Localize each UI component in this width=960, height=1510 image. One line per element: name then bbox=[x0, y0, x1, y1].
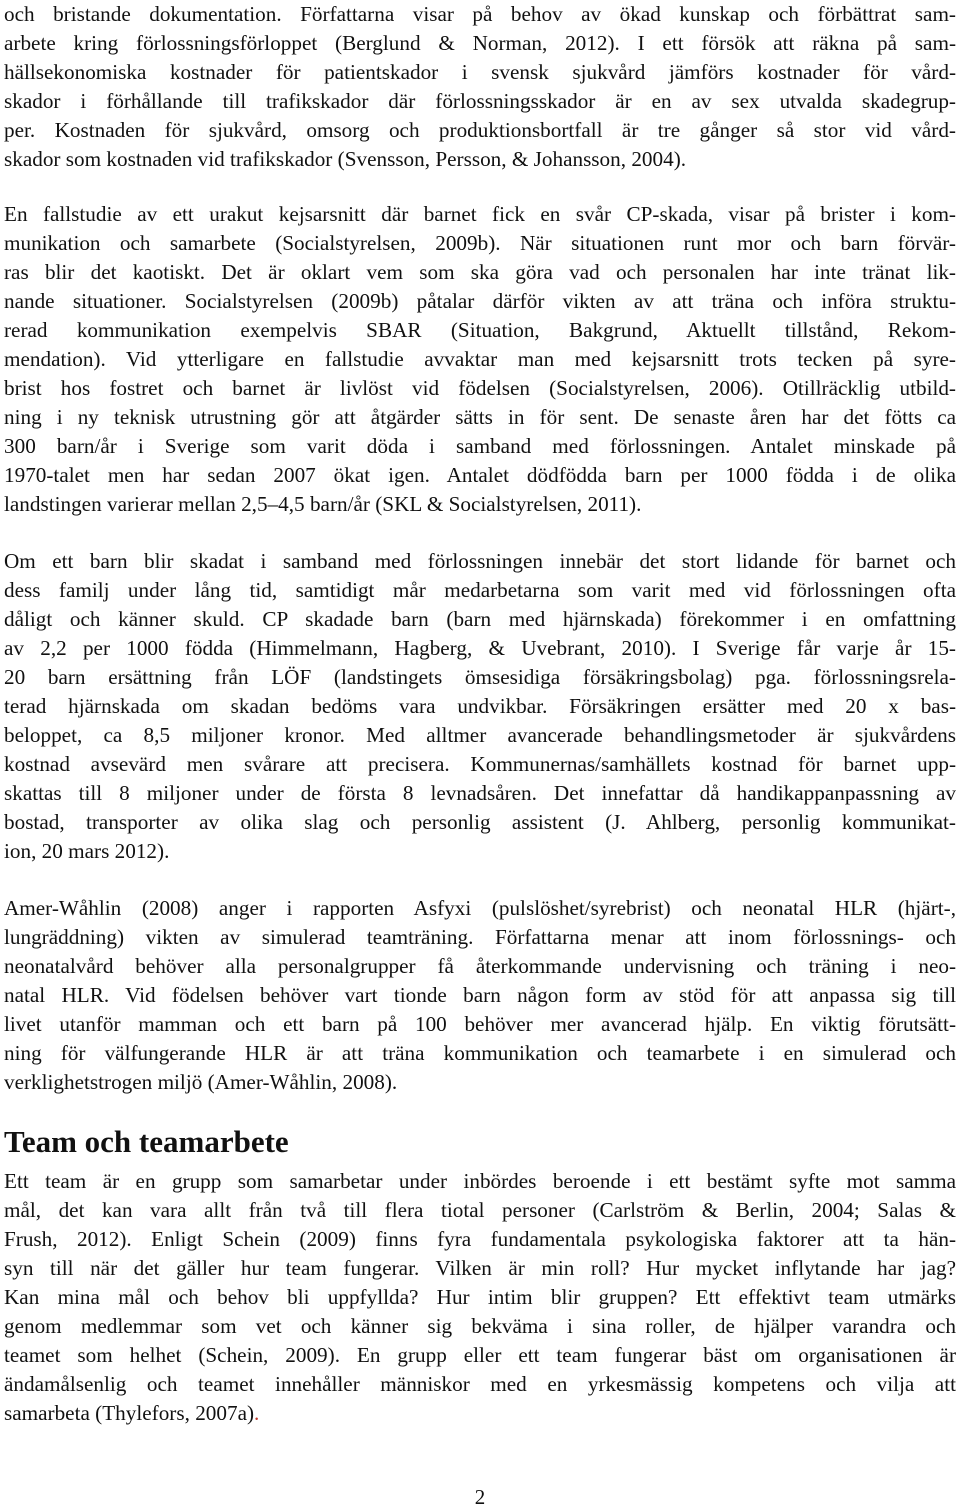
text-line: ning för välfungerande HLR är att träna kommunikation och teamarbete i en simulerad och bbox=[4, 1041, 956, 1065]
text-line: skador i förhållande till trafikskador där förlossningsskador är en av sex utvalda skadegrup- bbox=[4, 89, 956, 113]
text-line: arbete kring förlossningsförloppet (Berglund & Norman, 2012). I ett försök att räkna på sam- bbox=[4, 31, 956, 55]
text-line: av 2,2 per 1000 födda (Himmelmann, Hagberg, & Uvebrant, 2010). I Sverige får varje år 15- bbox=[4, 636, 956, 660]
text-line: bostad, transporter av olika slag och personlig assistent (J. Ahlberg, personlig kommunikat- bbox=[4, 810, 956, 834]
text-line: och bristande dokumentation. Författarna visar på behov av ökad kunskap och förbättrat sam- bbox=[4, 2, 956, 26]
text-line: Frush, 2012). Enligt Schein (2009) finns fyra fundamentala psykologiska faktorer att ta hän- bbox=[4, 1227, 956, 1251]
text-line: ras blir det kaotiskt. Det är oklart vem som ska göra vad och personalen har inte tränat lik- bbox=[4, 260, 956, 284]
text-line: mendation). Vid ytterligare en fallstudie avvaktar man med kejsarsnitt trots tecken på syre- bbox=[4, 347, 956, 371]
text-line: neonatalvård behöver alla personalgrupper få återkommande undervisning och träning i neo- bbox=[4, 954, 956, 978]
final-period: . bbox=[254, 1401, 260, 1425]
text-line: 300 barn/år i Sverige som varit döda i samband med förlossningen. Antalet minskade på bbox=[4, 434, 956, 458]
text-line: mål, det kan vara allt från två till flera tiotal personer (Carlström & Berlin, 2004; Salas & bbox=[4, 1198, 956, 1222]
text-line: Ett team är en grupp som samarbetar under inbördes beroende i ett bestämt syfte mot samma bbox=[4, 1169, 956, 1193]
text-line: skador som kostnaden vid trafikskador (Svensson, Persson, & Johansson, 2004). bbox=[4, 147, 687, 171]
text-line: kostnad avsevärd men svårare att precisera. Kommunernas/samhällets kostnad för barnet upp- bbox=[4, 752, 956, 776]
text-line: brist hos fostret och barnet är livlöst vid födelsen (Socialstyrelsen, 2006). Otillräcklig utbild- bbox=[4, 376, 956, 400]
text-line: ning i ny teknisk utrustning gör att åtgärder sätts in för sent. De senaste åren har det fötts ca bbox=[4, 405, 956, 429]
text-line-final bbox=[4, 1399, 956, 1428]
text-line: syn till när det gäller hur team fungerar. Vilken är min roll? Hur mycket inflytande har jag? bbox=[4, 1256, 956, 1280]
text-line: ändamålsenlig och teamet innehåller människor med en yrkesmässig kompetens och vilja att bbox=[4, 1372, 956, 1396]
text-line: hällsekonomiska kostnader för patientskador i svensk sjukvård jämförs kostnader för vård- bbox=[4, 60, 956, 84]
text-line: nande situationer. Socialstyrelsen (2009b) påtalar därför vikten av att träna och införa struktu- bbox=[4, 289, 956, 313]
text-line: lungräddning) vikten av simulerad teamträning. Författarna menar att inom förlossnings- och bbox=[4, 925, 956, 949]
text-line: ion, 20 mars 2012). bbox=[4, 839, 170, 863]
text-line: terad hjärnskada om skadan bedöms vara undvikbar. Försäkringen ersätter med 20 x bas- bbox=[4, 694, 956, 718]
page-number: 2 bbox=[474, 1485, 486, 1509]
text-line: dess familj under lång tid, samtidigt mår medarbetarna som varit med vid förlossningen ofta bbox=[4, 578, 956, 602]
text-line: verklighetstrogen miljö (Amer-Wåhlin, 2008). bbox=[4, 1070, 398, 1094]
text-line: 20 barn ersättning från LÖF (landstingets ömsesidiga försäkringsbolag) pga. förlossningsrela- bbox=[4, 665, 956, 689]
text-line: dåligt och känner skuld. CP skadade barn (barn med hjärnskada) förekommer i en omfattning bbox=[4, 607, 956, 631]
text-line: livet utanför mamman och ett barn på 100 behöver mer avancerad hjälp. En viktig förutsätt- bbox=[4, 1012, 956, 1036]
text-line: skattas till 8 miljoner under de första 8 levnadsåren. Det innefattar då handikappanpassning av bbox=[4, 781, 956, 805]
text-line: per. Kostnaden för sjukvård, omsorg och produktionsbortfall är tre gånger så stor vid vård- bbox=[4, 118, 956, 142]
text-line: landstingen varierar mellan 2,5–4,5 barn/år (SKL & Socialstyrelsen, 2011). bbox=[4, 492, 642, 516]
text-line: rerad kommunikation exempelvis SBAR (Situation, Bakgrund, Aktuellt tillstånd, Rekom- bbox=[4, 318, 956, 342]
text-line: Amer-Wåhlin (2008) anger i rapporten Asfyxi (pulslöshet/syrebrist) och neonatal HLR (hjärt-, bbox=[4, 896, 956, 920]
text-line: Kan mina mål och behov bli uppfyllda? Hur intim blir gruppen? Ett effektivt team utmärks bbox=[4, 1285, 956, 1309]
text-line: Om ett barn blir skadat i samband med förlossningen innebär det stort lidande för barnet och bbox=[4, 549, 956, 573]
section-heading: Team och teamarbete bbox=[4, 1124, 289, 1159]
text-line: natal HLR. Vid födelsen behöver vart tionde barn någon form av stöd för att anpassa sig till bbox=[4, 983, 956, 1007]
final-line-text: samarbeta (Thylefors, 2007a) bbox=[4, 1401, 255, 1425]
text-line: 1970-talet men har sedan 2007 ökat igen. Antalet dödfödda barn per 1000 födda i de olika bbox=[4, 463, 956, 487]
text-line: genom medlemmar som vet och känner sig bekväma i sina roller, de hjälper varandra och bbox=[4, 1314, 956, 1338]
text-line: teamet som helhet (Schein, 2009). En grupp eller ett team fungerar bäst om organisationen är bbox=[4, 1343, 956, 1367]
text-line: beloppet, ca 8,5 miljoner kronor. Med alltmer avancerade behandlingsmetoder är sjukvårdens bbox=[4, 723, 956, 747]
text-line: munikation och samarbete (Socialstyrelsen, 2009b). När situationen runt mor och barn förvär- bbox=[4, 231, 956, 255]
text-line: En fallstudie av ett urakut kejsarsnitt där barnet fick en svår CP-skada, visar på brister i kom- bbox=[4, 202, 956, 226]
